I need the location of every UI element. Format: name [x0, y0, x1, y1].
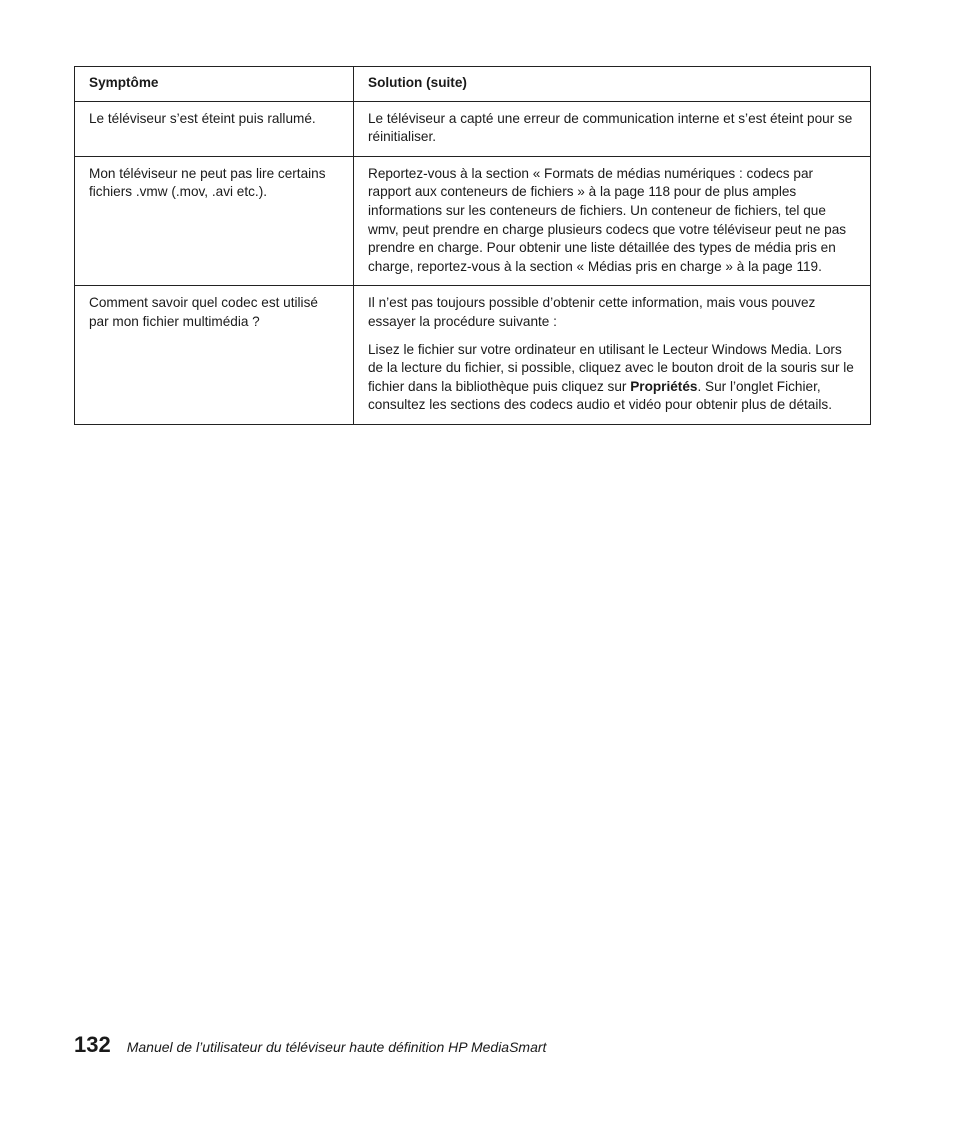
troubleshooting-table	[74, 66, 871, 425]
footer-title: Manuel de l’utilisateur du téléviseur haute définition HP MediaSmart	[126, 1039, 547, 1055]
properties-menu-label: Propriétés	[630, 378, 698, 394]
table-row	[75, 101, 871, 156]
solution-column-header: Solution (suite)	[354, 67, 871, 102]
solution-cell	[354, 101, 871, 156]
symptom-text: Le téléviseur s’est éteint puis rallumé.	[89, 110, 316, 126]
symptom-cell	[75, 286, 354, 425]
solution-text: Il n’est pas toujours possible d’obtenir cette information, mais vous pouvez essayer la procédure suivante :	[368, 295, 816, 329]
solution-text-part: Lisez le fichier sur votre ordinateur en utilisant le Lecteur Windows Media. Lors de la lecture du fichier, si possible, cliquez avec le bouton droit de la souris sur le fichier dans la bibliothèque puis cliquez sur	[368, 341, 854, 394]
symptom-column-header: Symptôme	[75, 67, 354, 102]
solution-text-part: . Sur l’onglet Fichier, consultez les sections des codecs audio et vidéo pour obtenir plus de détails.	[368, 378, 832, 413]
symptom-cell	[75, 156, 354, 286]
table-header-row	[75, 67, 871, 102]
symptom-text: Mon téléviseur ne peut pas lire certains fichiers .vmw (.mov, .avi etc.).	[89, 165, 326, 200]
page-number: 132	[74, 1032, 111, 1057]
table-row	[75, 156, 871, 286]
table-row	[75, 286, 871, 425]
solution-cell	[354, 286, 871, 425]
page-footer	[74, 1032, 546, 1058]
solution-text: Le téléviseur a capté une erreur de communication interne et s’est éteint pour se réinitialiser.	[368, 110, 853, 145]
solution-text	[368, 341, 856, 415]
solution-cell	[354, 156, 871, 286]
solution-text: Reportez-vous à la section « Formats de médias numériques : codecs par rapport aux conteneurs de fichiers » à la page 118 pour de plus amples informations sur les conteneurs de fichiers. Un conteneur de fichiers, tel que wmv, peut prendre en charge plusieurs codecs que votre téléviseur peut ne pas prendre en charge. Pour obtenir une liste détaillée des types de média pris en charge, reportez-vous à la section « Médias pris en charge » à la page 119.	[368, 165, 847, 274]
symptom-cell	[75, 101, 354, 156]
symptom-text: Comment savoir quel codec est utilisé par mon fichier multimédia ?	[89, 295, 318, 329]
